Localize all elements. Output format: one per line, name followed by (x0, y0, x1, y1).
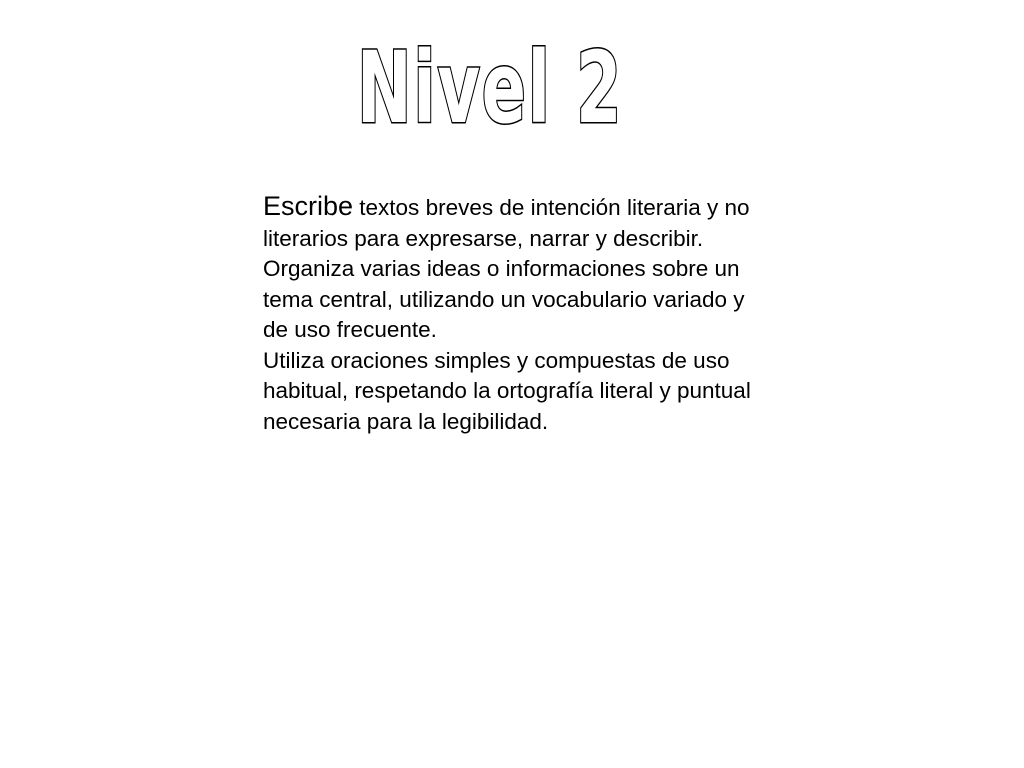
paragraph-escribe (263, 191, 768, 254)
body-text (263, 191, 768, 437)
slide-title (330, 40, 650, 140)
paragraph-escribe-text: textos breves de intención literaria y no literarios para expresarse, narrar y describir. (263, 195, 750, 251)
paragraph-lead-word: Escribe (263, 191, 354, 221)
slide-title-label: Nivel 2 (356, 40, 624, 140)
paragraph-utiliza: Utiliza oraciones simples y compuestas de uso habitual, respetando la ortografía literal y puntual necesaria para la legibilidad. (263, 347, 751, 434)
paragraph-organiza: Organiza varias ideas o informaciones sobre un tema central, utilizando un vocabulario variado y de uso frecuente. (263, 256, 745, 342)
slide-title-outline-text (330, 40, 650, 140)
